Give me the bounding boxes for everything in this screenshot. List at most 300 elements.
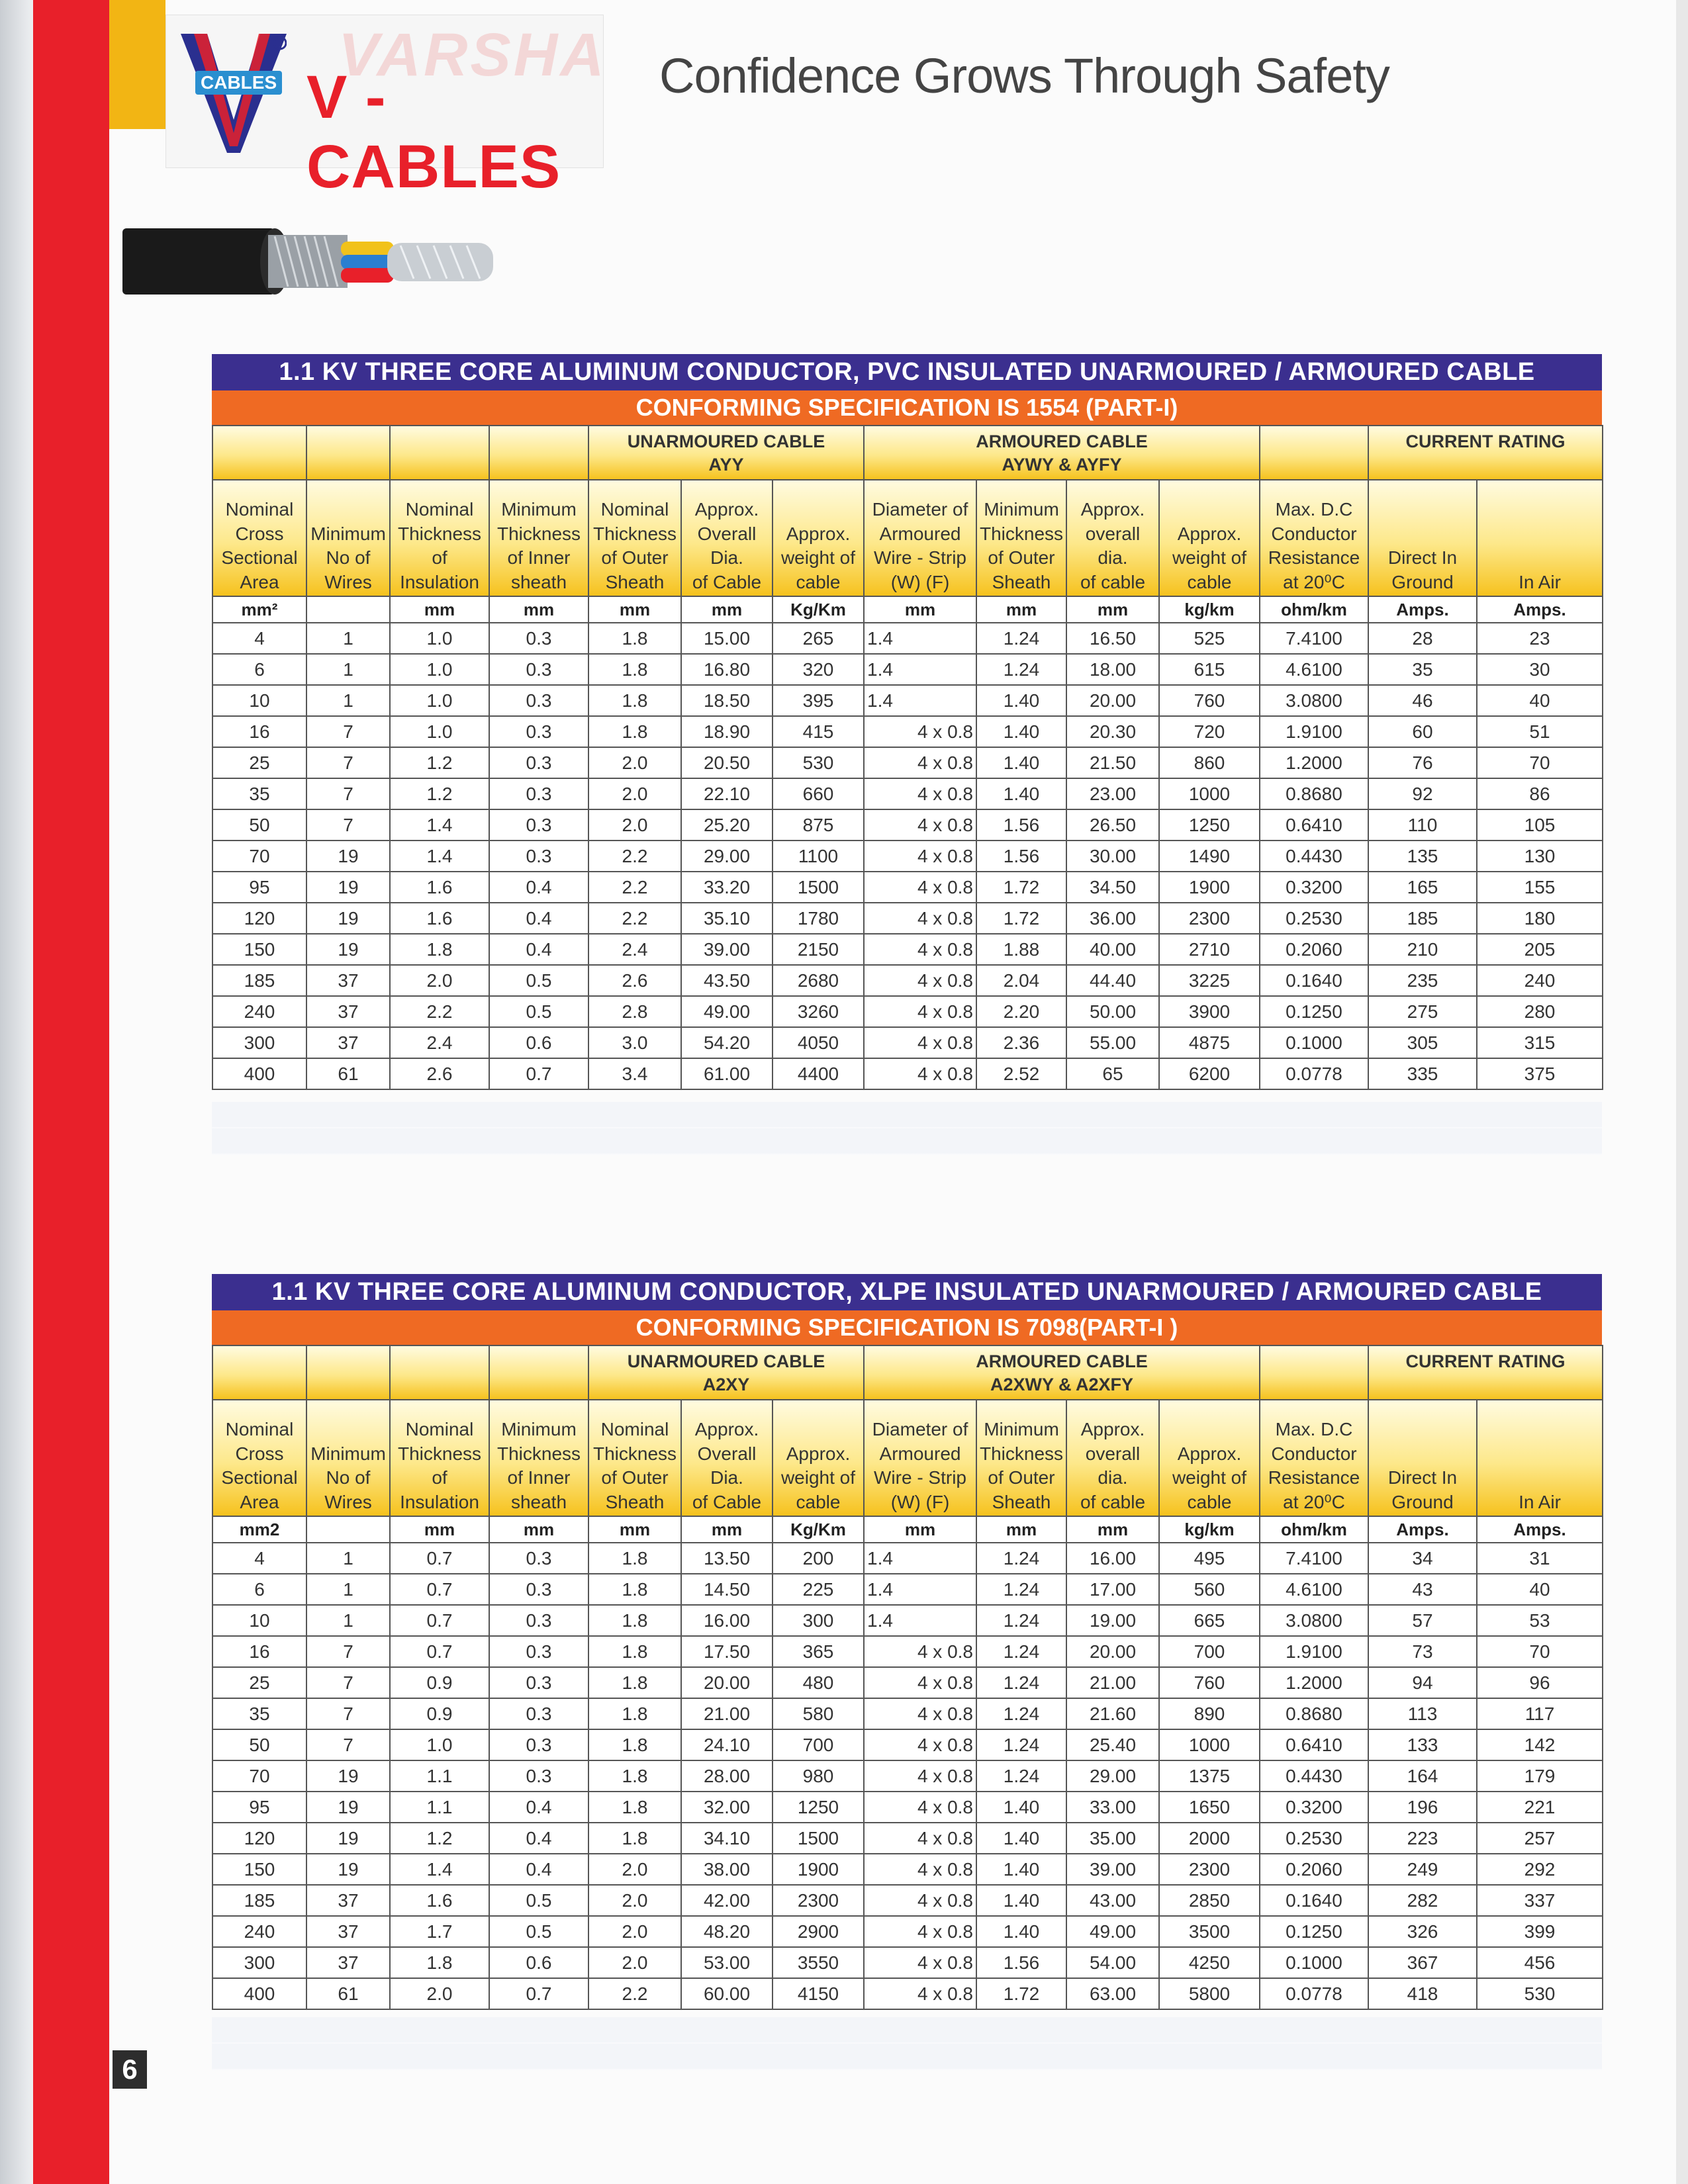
table-cell: 14.50: [681, 1574, 773, 1605]
table-cell: 4 x 0.8: [864, 934, 976, 965]
table-cell: 1.4: [390, 841, 489, 872]
table-cell: 0.5: [489, 965, 588, 996]
table-cell: 0.4: [489, 1823, 588, 1854]
table-cell: 221: [1477, 1792, 1603, 1823]
table-cell: 2.52: [976, 1058, 1066, 1089]
table-cell: 40: [1477, 1574, 1603, 1605]
table-cell: 2.0: [588, 1916, 681, 1947]
table-row: [212, 1729, 1603, 1760]
table-row: [212, 1636, 1603, 1667]
table-cell: 33.20: [681, 872, 773, 903]
table-cell: 50.00: [1066, 996, 1159, 1027]
table-cell: 1.24: [976, 654, 1066, 685]
table-cell: 39.00: [1066, 1854, 1159, 1885]
table-cell: 164: [1368, 1760, 1477, 1792]
table-cell: 7: [306, 1636, 390, 1667]
table-row: [212, 1543, 1603, 1574]
table-cell: 4150: [773, 1978, 864, 2009]
table-cell: 4 x 0.8: [864, 903, 976, 934]
table-cell: 3.0800: [1260, 685, 1368, 716]
table-cell: 1.9100: [1260, 716, 1368, 747]
table-cell: 23.00: [1066, 778, 1159, 809]
units-row: [212, 596, 1603, 623]
col-dia-armoured: Approx. overall dia. of cable: [1066, 480, 1159, 596]
header-blank: [1260, 1345, 1368, 1400]
table-cell: 73: [1368, 1636, 1477, 1667]
table-cell: 337: [1477, 1885, 1603, 1916]
table-cell: 2.2: [588, 903, 681, 934]
table-cell: 0.1000: [1260, 1027, 1368, 1058]
table-cell: 4.6100: [1260, 654, 1368, 685]
table-cell: 61.00: [681, 1058, 773, 1089]
page-number: 6: [113, 2050, 147, 2089]
table-cell: 1.8: [588, 623, 681, 654]
table-spec: CONFORMING SPECIFICATION IS 1554 (PART-I): [212, 390, 1602, 425]
table-cell: 1.2: [390, 747, 489, 778]
group-code: A2XWY & A2XFY: [990, 1375, 1134, 1395]
table-cell: 1.8: [588, 716, 681, 747]
table-cell: 0.7: [489, 1978, 588, 2009]
table-cell: 1: [306, 654, 390, 685]
unit-cell: mm: [1066, 1516, 1159, 1543]
table-cell: 1.8: [588, 1574, 681, 1605]
table-cell: 980: [773, 1760, 864, 1792]
table-cell: 0.5: [489, 1885, 588, 1916]
table-cell: 4 x 0.8: [864, 1885, 976, 1916]
unit-cell: Amps.: [1477, 1516, 1603, 1543]
table-cell: 2.2: [588, 872, 681, 903]
table-row: [212, 841, 1603, 872]
col-resistance: Max. D.C Conductor Resistance at 20⁰C: [1260, 480, 1368, 596]
unit-cell: mm: [390, 1516, 489, 1543]
table-cell: 0.7: [390, 1574, 489, 1605]
table-cell: 3900: [1159, 996, 1260, 1027]
brand-name: V - CABLES: [306, 64, 561, 201]
table-row: [212, 1823, 1603, 1854]
table-cell: 5800: [1159, 1978, 1260, 2009]
table-cell: 43: [1368, 1574, 1477, 1605]
table-cell: 1.88: [976, 934, 1066, 965]
logo-cables-tag: CABLES: [195, 71, 282, 95]
table-cell: 61: [306, 1978, 390, 2009]
table-cell: 44.40: [1066, 965, 1159, 996]
table-cell: 4 x 0.8: [864, 1636, 976, 1667]
table-cell: 4 x 0.8: [864, 809, 976, 841]
table-cell: 4 x 0.8: [864, 716, 976, 747]
table-cell: 28: [1368, 623, 1477, 654]
table-cell: 18.90: [681, 716, 773, 747]
table-cell: 3.4: [588, 1058, 681, 1089]
table-cell: 1.0: [390, 623, 489, 654]
table-cell: 1.8: [588, 1823, 681, 1854]
table-cell: 1.40: [976, 1854, 1066, 1885]
unit-cell: Amps.: [1368, 596, 1477, 623]
table-cell: 53.00: [681, 1947, 773, 1978]
table-cell: 300: [212, 1947, 306, 1978]
table-cell: 580: [773, 1698, 864, 1729]
table-cell: 4 x 0.8: [864, 778, 976, 809]
table-cell: 4 x 0.8: [864, 1916, 976, 1947]
page-left-edge: [0, 0, 33, 2184]
table-cell: 292: [1477, 1854, 1603, 1885]
table-cell: 180: [1477, 903, 1603, 934]
table-cell: 0.7: [390, 1636, 489, 1667]
col-resistance: Max. D.C Conductor Resistance at 20⁰C: [1260, 1400, 1368, 1516]
table-row: [212, 1027, 1603, 1058]
table-cell: 37: [306, 1947, 390, 1978]
table-cell: 0.3: [489, 685, 588, 716]
group-unarmoured: [588, 1345, 864, 1400]
col-armour-wire: Diameter of Armoured Wire - Strip (W) (F): [864, 480, 976, 596]
table-cell: 1.2: [390, 778, 489, 809]
table-cell: 205: [1477, 934, 1603, 965]
table-cell: 1.24: [976, 1605, 1066, 1636]
table-cell: 7: [306, 778, 390, 809]
table-cell: 1.40: [976, 716, 1066, 747]
table-cell: 65: [1066, 1058, 1159, 1089]
table-cell: 70: [1477, 747, 1603, 778]
table-cell: 2300: [773, 1885, 864, 1916]
table-cell: 1.6: [390, 1885, 489, 1916]
unit-cell: mm2: [212, 1516, 306, 1543]
table-cell: 0.6: [489, 1027, 588, 1058]
table-cell: 1375: [1159, 1760, 1260, 1792]
table-cell: 4 x 0.8: [864, 1978, 976, 2009]
table-row: [212, 1947, 1603, 1978]
table-cell: 18.50: [681, 685, 773, 716]
table-cell: 2.04: [976, 965, 1066, 996]
table-cell: 35: [212, 1698, 306, 1729]
table-cell: 1.40: [976, 747, 1066, 778]
table-cell: 3260: [773, 996, 864, 1027]
table-cell: 19: [306, 1792, 390, 1823]
table-row: [212, 1854, 1603, 1885]
table-cell: 480: [773, 1667, 864, 1698]
table-cell: 0.3: [489, 778, 588, 809]
table-cell: 24.10: [681, 1729, 773, 1760]
unit-cell: kg/km: [1159, 596, 1260, 623]
table-cell: 21.00: [681, 1698, 773, 1729]
table-cell: 1500: [773, 1823, 864, 1854]
table-cell: 0.7: [390, 1605, 489, 1636]
table-cell: 95: [212, 872, 306, 903]
table-cell: 1.1: [390, 1792, 489, 1823]
table-cell: 300: [773, 1605, 864, 1636]
table-cell: 63.00: [1066, 1978, 1159, 2009]
header-blank: [489, 426, 588, 480]
cable-illustration-icon: [122, 215, 546, 308]
table-cell: 1.8: [588, 1667, 681, 1698]
table-cell: 150: [212, 934, 306, 965]
table-cell: 4 x 0.8: [864, 965, 976, 996]
table-cell: 76: [1368, 747, 1477, 778]
table-cell: 4 x 0.8: [864, 1792, 976, 1823]
yellow-accent-block: [109, 0, 165, 129]
table-cell: 2000: [1159, 1823, 1260, 1854]
col-insulation: Nominal Thickness of Insulation: [390, 480, 489, 596]
table-cell: 2.0: [390, 1978, 489, 2009]
table-cell: 16: [212, 716, 306, 747]
col-wires: Minimum No of Wires: [306, 1400, 390, 1516]
table-cell: 4 x 0.8: [864, 1667, 976, 1698]
table-cell: 2710: [1159, 934, 1260, 965]
table-cell: 19: [306, 1760, 390, 1792]
red-side-stripe: [33, 0, 109, 2184]
col-area: Nominal Cross Sectional Area: [212, 480, 306, 596]
unit-cell: mm: [489, 1516, 588, 1543]
table-cell: 43.50: [681, 965, 773, 996]
unit-cell: mm: [1066, 596, 1159, 623]
table-cell: 1.24: [976, 1636, 1066, 1667]
table-cell: 7: [306, 809, 390, 841]
unit-cell: mm: [489, 596, 588, 623]
table-cell: 1.72: [976, 1978, 1066, 2009]
table-cell: 249: [1368, 1854, 1477, 1885]
table-cell: 0.3: [489, 1574, 588, 1605]
table-cell: 7: [306, 1698, 390, 1729]
table-cell: 1.8: [588, 1605, 681, 1636]
table-cell: 20.00: [1066, 685, 1159, 716]
table-cell: 53: [1477, 1605, 1603, 1636]
table-cell: 0.2530: [1260, 903, 1368, 934]
table-cell: 0.4430: [1260, 841, 1368, 872]
col-weight-unarmoured: Approx. weight of cable: [773, 480, 864, 596]
table-cell: 113: [1368, 1698, 1477, 1729]
table-cell: 50: [212, 1729, 306, 1760]
table-cell: 525: [1159, 623, 1260, 654]
logo-watermark: VARSHA: [338, 21, 607, 89]
table-cell: 1.4: [864, 1605, 976, 1636]
table-cell: 19: [306, 903, 390, 934]
col-in-air: In Air: [1477, 480, 1603, 596]
units-row: [212, 1516, 1603, 1543]
table-cell: 760: [1159, 685, 1260, 716]
spec-table: [212, 1345, 1603, 2010]
table-cell: 1.4: [864, 654, 976, 685]
table-row: [212, 1885, 1603, 1916]
unit-cell: mm: [976, 596, 1066, 623]
table-cell: 1.7: [390, 1916, 489, 1947]
table-cell: 1500: [773, 872, 864, 903]
table-cell: 240: [212, 1916, 306, 1947]
table-cell: 35: [212, 778, 306, 809]
table-cell: 20.00: [681, 1667, 773, 1698]
table-cell: 1.24: [976, 1760, 1066, 1792]
unit-cell: Kg/Km: [773, 596, 864, 623]
table-cell: 665: [1159, 1605, 1260, 1636]
table-cell: 7: [306, 747, 390, 778]
table-cell: 1.56: [976, 841, 1066, 872]
table-cell: 4 x 0.8: [864, 872, 976, 903]
col-outer-sheath-armoured: Minimum Thickness of Outer Sheath: [976, 1400, 1066, 1516]
table-cell: 0.6410: [1260, 809, 1368, 841]
table-cell: 0.8680: [1260, 1698, 1368, 1729]
table-cell: 0.1640: [1260, 1885, 1368, 1916]
col-direct-ground: Direct In Ground: [1368, 1400, 1477, 1516]
table-cell: 375: [1477, 1058, 1603, 1089]
table-cell: 28.00: [681, 1760, 773, 1792]
group-code: A2XY: [702, 1375, 750, 1395]
table-cell: 54.00: [1066, 1947, 1159, 1978]
table-cell: 40: [1477, 685, 1603, 716]
col-outer-sheath-unarmoured: Nominal Thickness of Outer Sheath: [588, 1400, 681, 1516]
table-cell: 257: [1477, 1823, 1603, 1854]
spec-table: [212, 425, 1603, 1090]
table-cell: 0.9: [390, 1667, 489, 1698]
table-cell: 2.8: [588, 996, 681, 1027]
table-cell: 4 x 0.8: [864, 747, 976, 778]
table-cell: 1.24: [976, 1729, 1066, 1760]
table-cell: 18.00: [1066, 654, 1159, 685]
table-cell: 0.3: [489, 1729, 588, 1760]
col-insulation: Nominal Thickness of Insulation: [390, 1400, 489, 1516]
table-cell: 37: [306, 1885, 390, 1916]
table-cell: 1: [306, 1543, 390, 1574]
table-cell: 25: [212, 1667, 306, 1698]
table-cell: 26.50: [1066, 809, 1159, 841]
table-cell: 1.8: [390, 1947, 489, 1978]
table-cell: 1.24: [976, 1667, 1066, 1698]
table-cell: 1.4: [390, 1854, 489, 1885]
table-cell: 0.6410: [1260, 1729, 1368, 1760]
table-cell: 1900: [773, 1854, 864, 1885]
table-cell: 0.2060: [1260, 934, 1368, 965]
table-spec: CONFORMING SPECIFICATION IS 7098(PART-I ): [212, 1310, 1602, 1345]
table-cell: 60: [1368, 716, 1477, 747]
table-row: [212, 1760, 1603, 1792]
table-cell: 165: [1368, 872, 1477, 903]
table-cell: 760: [1159, 1667, 1260, 1698]
table-cell: 32.00: [681, 1792, 773, 1823]
table-cell: 6: [212, 654, 306, 685]
table-cell: 1650: [1159, 1792, 1260, 1823]
table-cell: 33.00: [1066, 1792, 1159, 1823]
table-cell: 35.10: [681, 903, 773, 934]
unit-cell: ohm/km: [1260, 596, 1368, 623]
table-cell: 179: [1477, 1760, 1603, 1792]
unit-cell: mm: [390, 596, 489, 623]
table-cell: 37: [306, 996, 390, 1027]
table-row: [212, 934, 1603, 965]
table-cell: 1.8: [588, 1543, 681, 1574]
table-cell: 1.40: [976, 1792, 1066, 1823]
unit-cell: kg/km: [1159, 1516, 1260, 1543]
table-cell: 2.6: [390, 1058, 489, 1089]
table-cell: 2.0: [390, 965, 489, 996]
table-cell: 70: [212, 841, 306, 872]
table-cell: 200: [773, 1543, 864, 1574]
table-cell: 1000: [1159, 778, 1260, 809]
col-inner-sheath: Minimum Thickness of Inner sheath: [489, 1400, 588, 1516]
table-cell: 2.20: [976, 996, 1066, 1027]
table-cell: 117: [1477, 1698, 1603, 1729]
table-cell: 21.00: [1066, 1667, 1159, 1698]
table-cell: 1.56: [976, 1947, 1066, 1978]
table-cell: 1.8: [588, 685, 681, 716]
table-cell: 1.72: [976, 903, 1066, 934]
table-row: [212, 623, 1603, 654]
table-cell: 4 x 0.8: [864, 996, 976, 1027]
table-cell: 300: [212, 1027, 306, 1058]
table-cell: 19.00: [1066, 1605, 1159, 1636]
page-right-edge: [1676, 0, 1688, 2184]
table-cell: 0.0778: [1260, 1058, 1368, 1089]
table-cell: 2.2: [588, 1978, 681, 2009]
table-cell: 4 x 0.8: [864, 1854, 976, 1885]
table-cell: 418: [1368, 1978, 1477, 2009]
table-cell: 1.8: [390, 934, 489, 965]
group-current-rating: CURRENT RATING: [1368, 426, 1603, 480]
group-code: AYY: [708, 455, 744, 475]
table-cell: 16.00: [1066, 1543, 1159, 1574]
group-armoured: [864, 1345, 1260, 1400]
pvc-cable-table: [212, 354, 1602, 1090]
table-cell: 0.4: [489, 1854, 588, 1885]
table-cell: 25: [212, 747, 306, 778]
col-direct-ground: Direct In Ground: [1368, 480, 1477, 596]
table-cell: 2.0: [588, 747, 681, 778]
table-cell: 1.6: [390, 872, 489, 903]
table-cell: 2300: [1159, 1854, 1260, 1885]
table-cell: 17.50: [681, 1636, 773, 1667]
table-cell: 142: [1477, 1729, 1603, 1760]
table-cell: 1.40: [976, 1823, 1066, 1854]
table-cell: 19: [306, 872, 390, 903]
table-cell: 3225: [1159, 965, 1260, 996]
table-cell: 42.00: [681, 1885, 773, 1916]
table-cell: 49.00: [1066, 1916, 1159, 1947]
table-cell: 0.5: [489, 1916, 588, 1947]
table-title: 1.1 KV THREE CORE ALUMINUM CONDUCTOR, XLPE INSULATED UNARMOURED / ARMOURED CABLE: [212, 1274, 1602, 1310]
table-cell: 50: [212, 809, 306, 841]
table-cell: 1.4: [864, 685, 976, 716]
table-cell: 2900: [773, 1916, 864, 1947]
header-blank: [212, 426, 306, 480]
table-row: [212, 809, 1603, 841]
table-cell: 155: [1477, 872, 1603, 903]
table-cell: 13.50: [681, 1543, 773, 1574]
table-cell: 61: [306, 1058, 390, 1089]
header-blank: [212, 1345, 306, 1400]
table-cell: 4250: [1159, 1947, 1260, 1978]
brand-logo: [165, 15, 607, 201]
table-cell: 0.3200: [1260, 1792, 1368, 1823]
table-cell: 2.0: [588, 778, 681, 809]
table-cell: 3500: [1159, 1916, 1260, 1947]
table-cell: 0.2060: [1260, 1854, 1368, 1885]
table-cell: 265: [773, 623, 864, 654]
table-cell: 1.2: [390, 1823, 489, 1854]
table-cell: 29.00: [681, 841, 773, 872]
table-cell: 57: [1368, 1605, 1477, 1636]
table-cell: 46: [1368, 685, 1477, 716]
table-cell: 4: [212, 1543, 306, 1574]
table-cell: 25.20: [681, 809, 773, 841]
table-cell: 3.0: [588, 1027, 681, 1058]
table-cell: 135: [1368, 841, 1477, 872]
table-cell: 1.0: [390, 654, 489, 685]
table-cell: 280: [1477, 996, 1603, 1027]
table-cell: 19: [306, 1823, 390, 1854]
col-weight-unarmoured: Approx. weight of cable: [773, 1400, 864, 1516]
table-cell: 0.1640: [1260, 965, 1368, 996]
table-cell: 7.4100: [1260, 1543, 1368, 1574]
table-cell: 2.0: [588, 1854, 681, 1885]
table-cell: 19: [306, 1854, 390, 1885]
table-cell: 130: [1477, 841, 1603, 872]
table-cell: 34.10: [681, 1823, 773, 1854]
table-cell: 0.3: [489, 1636, 588, 1667]
